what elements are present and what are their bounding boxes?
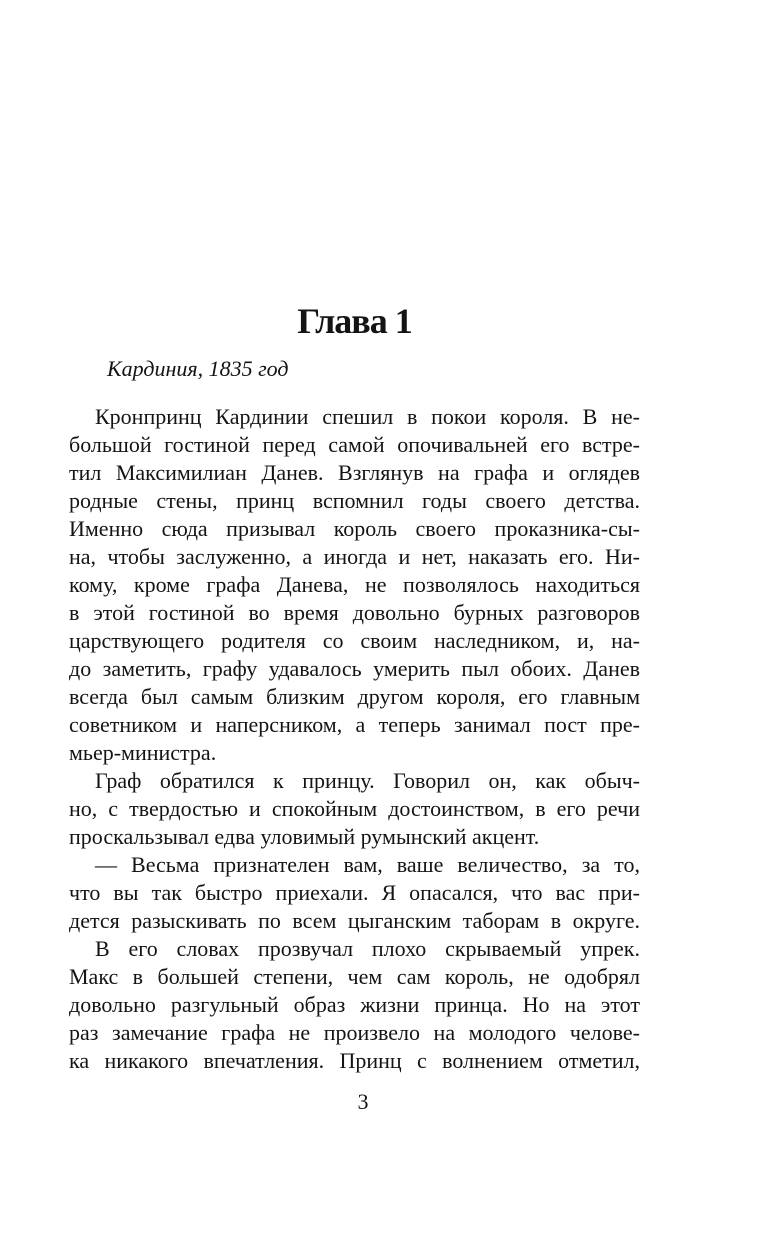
text-line: Кронпринц Кардинии спешил в покои короля. В не- bbox=[95, 404, 640, 429]
text-line: царствующего родителя со своим наследником, и, на- bbox=[69, 628, 640, 653]
page-number: 3 bbox=[357, 1089, 369, 1114]
text-line: раз замечание графа не произвело на молодого челове- bbox=[69, 1020, 640, 1045]
text-line: В его словах прозвучал плохо скрываемый упрек. bbox=[95, 936, 640, 961]
text-line: проскальзывал едва уловимый румынский акцент. bbox=[69, 824, 540, 849]
paragraph bbox=[69, 851, 640, 935]
text-line: кому, кроме графа Данева, не позволялось находиться bbox=[69, 572, 640, 597]
chapter-dateline: Кардиния, 1835 год bbox=[107, 356, 289, 381]
body-text bbox=[69, 403, 640, 1075]
paragraph bbox=[69, 403, 640, 767]
text-line: тил Максимилиан Данев. Взглянув на графа и оглядев bbox=[69, 460, 640, 485]
text-line: но, с твердостью и спокойным достоинством, в его речи bbox=[69, 796, 640, 821]
text-line: что вы так быстро приехали. Я опасался, что вас при- bbox=[69, 880, 640, 905]
text-line: Макс в большей степени, чем сам король, не одобрял bbox=[69, 964, 640, 989]
text-line: родные стены, принц вспомнил годы своего детства. bbox=[69, 488, 640, 513]
text-line: на, чтобы заслуженно, а иногда и нет, наказать его. Ни- bbox=[69, 544, 640, 569]
text-line: мьер-министра. bbox=[69, 740, 217, 765]
chapter-title: Глава 1 bbox=[297, 301, 412, 341]
text-line: в этой гостиной во время довольно бурных разговоров bbox=[69, 600, 640, 625]
text-line: ка никакого впечатления. Принц с волнением отметил, bbox=[69, 1048, 640, 1073]
text-line: дется разыскивать по всем цыганским таборам в округе. bbox=[69, 908, 640, 933]
text-line: до заметить, графу удавалось умерить пыл обоих. Данев bbox=[69, 656, 640, 681]
text-line: всегда был самым близким другом короля, его главным bbox=[69, 684, 640, 709]
text-line: Именно сюда призывал король своего проказника-сы- bbox=[69, 516, 640, 541]
text-line: советником и наперсником, а теперь занимал пост пре- bbox=[69, 712, 640, 737]
text-line: довольно разгульный образ жизни принца. Но на этот bbox=[69, 992, 640, 1017]
paragraph bbox=[69, 935, 640, 1075]
paragraph bbox=[69, 767, 640, 851]
text-line: Граф обратился к принцу. Говорил он, как обыч- bbox=[95, 768, 640, 793]
text-line: — Весьма признателен вам, ваше величество, за то, bbox=[95, 852, 640, 877]
text-line: большой гостиной перед самой опочивальней его встре- bbox=[69, 432, 640, 457]
